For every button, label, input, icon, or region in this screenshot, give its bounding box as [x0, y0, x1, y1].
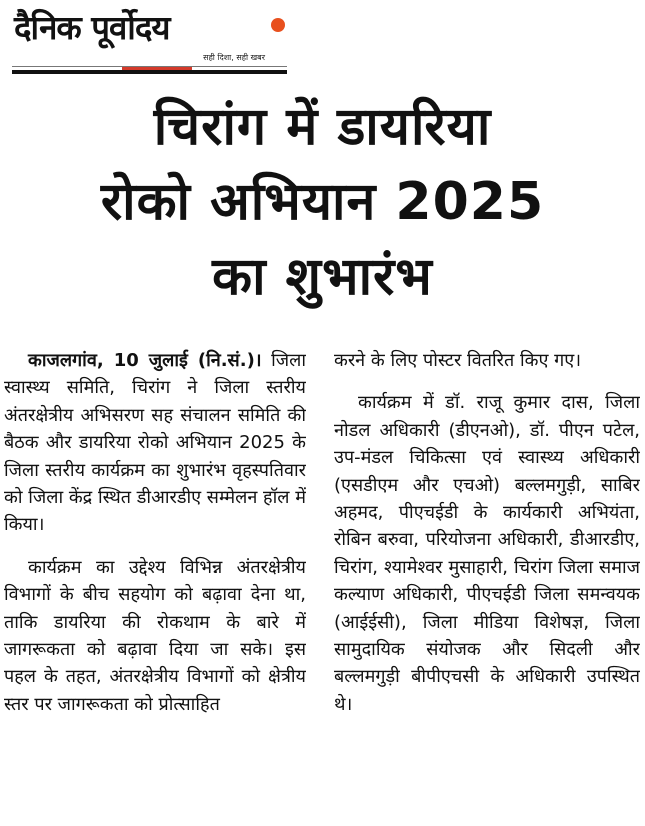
headline-line-3: का शुभारंभ: [212, 247, 433, 307]
article-paragraph-3: कार्यक्रम में डॉ. राजू कुमार दास, जिला नोडल अधिकारी (डीएनओ), डॉ. पीएन पटेल, उप-मंडल चिकित्सा एवं स्वास्थ्य अधिकारी (एसडीएम और एचओ) बल्लमगुड़ी, साबिर अहमद, पीएचईडी के कार्यकारी अभियंता, रोबिन बरुवा, परियोजना अधिकारी, डीआरडीए, चिरांग, श्यामेश्वर मुसाहारी, चिरांग जिला समाज कल्याण अधिकारी, पीएचईडी जिला समन्वयक (आईईसी), जिला मीडिया विशेषज्ञ, जिला सामुदायिक संयोजक और सिदली और बल्लमगुड़ी बीपीएचसी के अधिकारी उपस्थित थे।: [334, 392, 640, 715]
logo-sun-dot: [271, 18, 285, 32]
article-paragraph-2: कार्यक्रम का उद्देश्य विभिन्न अंतरक्षेत्रीय विभागों के बीच सहयोग को बढ़ावा देना था, ताकि डायरिया की रोकथाम के बारे में जागरूकता को बढ़ावा दिया जा सके। इस पहल के तहत, अंतरक्षेत्रीय विभागों को क्षेत्रीय स्तर पर जागरूकता को प्रोत्साहित: [4, 556, 306, 715]
headline-line-1: चिरांग में डायरिया: [153, 97, 492, 157]
headline-line-2: रोको अभियान 2025: [100, 172, 545, 232]
masthead-rule: [12, 70, 287, 74]
newspaper-tagline: सही दिशा, सही खबर: [203, 53, 265, 62]
article-paragraph-1: काजलगांव, 10 जुलाई (नि.सं.)। जिला स्वास्थ्य समिति, चिरांग ने जिला स्तरीय अंतरक्षेत्रीय अभिसरण सह संचालन समिति की बैठक और डायरिया रोको अभियान 2025 के जिला स्तरीय कार्यक्रम का शुभारंभ वृहस्पतिवार को जिला केंद्र स्थित डीआरडीए सम्मेलन हॉल में किया।: [4, 350, 306, 536]
article-column-right: [334, 347, 640, 822]
masthead: [12, 6, 287, 72]
article-column-left: [4, 347, 306, 822]
newspaper-logo: दैनिक पूर्वोदय: [14, 8, 170, 47]
article-headline: [0, 90, 645, 315]
article-paragraph-2-continued: करने के लिए पोस्टर वितरित किए गए।: [334, 350, 582, 371]
dateline: काजलगांव, 10 जुलाई (नि.सं.)।: [28, 350, 262, 371]
